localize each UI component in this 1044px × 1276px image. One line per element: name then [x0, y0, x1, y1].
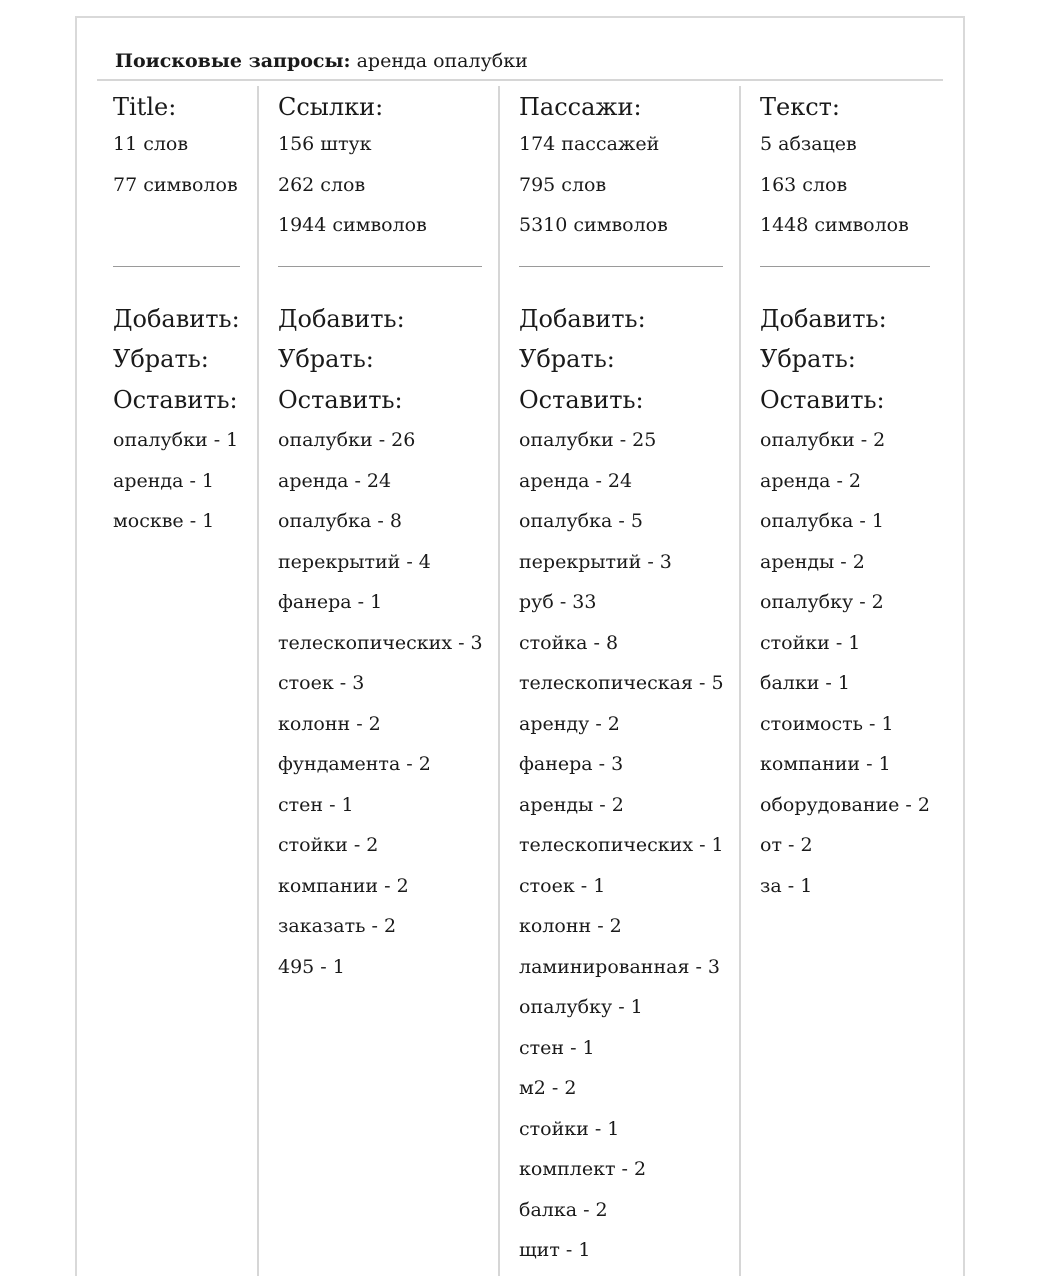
word-item: опалубки - 26 — [278, 429, 416, 451]
word-item: балка - 2 — [519, 1198, 608, 1221]
word-item: стойки - 2 — [278, 834, 379, 856]
word-item: перекрытий - 4 — [278, 550, 431, 573]
word-item: стоек - 1 — [519, 874, 606, 897]
word-item: м2 - 2 — [519, 1077, 577, 1099]
word-item: стен - 1 — [278, 793, 354, 816]
remove-label: Убрать: — [519, 345, 615, 373]
word-item: опалубки - 25 — [519, 429, 657, 451]
stat-chars: 1448 символов — [760, 214, 909, 236]
column-stats — [113, 124, 240, 246]
keep-label: Оставить: — [113, 385, 238, 414]
stat-words: 262 слов — [278, 173, 366, 196]
stat-words: 163 слов — [760, 173, 848, 196]
column-title: Текст: — [760, 93, 841, 121]
word-item: аренда - 24 — [519, 469, 633, 492]
word-list — [519, 420, 724, 1271]
remove-label: Убрать: — [278, 345, 374, 373]
word-item: стойка - 8 — [519, 631, 619, 654]
word-item: аренды - 2 — [760, 550, 865, 573]
word-item: телескопическая - 5 — [519, 672, 724, 694]
word-item: фанера - 3 — [519, 753, 624, 775]
word-item: опалубки - 2 — [760, 429, 886, 451]
word-item: оборудование - 2 — [760, 793, 930, 816]
passages-column — [519, 90, 724, 1271]
stat-extra — [113, 205, 240, 246]
word-item: стен - 1 — [519, 1036, 595, 1059]
column-divider — [498, 86, 500, 1276]
column-title: Title: — [113, 93, 177, 121]
add-label: Добавить: — [278, 304, 405, 333]
word-list — [113, 420, 240, 542]
word-item: заказать - 2 — [278, 915, 397, 937]
word-item: телескопических - 3 — [278, 631, 483, 654]
header-divider — [97, 79, 943, 81]
stat-chars: 77 символов — [113, 173, 238, 196]
stat-paragraphs: 5 абзацев — [760, 133, 857, 155]
column-stats — [760, 124, 930, 246]
column-divider — [257, 86, 259, 1276]
word-item: комплект - 2 — [519, 1158, 647, 1180]
word-item: компании - 2 — [278, 874, 409, 897]
add-label: Добавить: — [519, 304, 646, 333]
stat-words: 11 слов — [113, 133, 189, 155]
search-queries-value: аренда опалубки — [356, 50, 528, 72]
word-item: колонн - 2 — [519, 915, 622, 937]
word-item: 495 - 1 — [278, 955, 345, 978]
title-column — [113, 90, 240, 542]
word-item: аренды - 2 — [519, 793, 624, 816]
keep-label: Оставить: — [278, 385, 403, 414]
word-item: аренда - 24 — [278, 469, 392, 492]
word-item: опалубка - 8 — [278, 510, 402, 532]
word-item: опалубку - 2 — [760, 591, 884, 613]
stat-chars: 1944 символов — [278, 214, 427, 236]
word-item: опалубка - 1 — [760, 510, 884, 532]
stat-words: 795 слов — [519, 173, 607, 196]
word-list — [760, 420, 930, 906]
section-divider — [278, 266, 482, 267]
keep-label: Оставить: — [760, 385, 885, 414]
stat-chars: 5310 символов — [519, 214, 668, 236]
search-queries-line — [115, 50, 528, 72]
word-item: колонн - 2 — [278, 712, 381, 735]
stat-count: 156 штук — [278, 133, 372, 155]
word-item: стойки - 1 — [519, 1117, 620, 1140]
word-item: за - 1 — [760, 874, 813, 897]
stat-count: 174 пассажей — [519, 133, 660, 155]
column-stats — [519, 124, 724, 246]
column-divider — [739, 86, 741, 1276]
word-item: телескопических - 1 — [519, 834, 724, 856]
word-item: стоек - 3 — [278, 672, 365, 694]
word-item: щит - 1 — [519, 1239, 591, 1261]
add-label: Добавить: — [760, 304, 887, 333]
word-item: аренда - 1 — [113, 469, 215, 492]
section-divider — [113, 266, 240, 267]
word-item: аренда - 2 — [760, 469, 862, 492]
word-item: фундамента - 2 — [278, 753, 431, 775]
word-item: руб - 33 — [519, 591, 597, 613]
search-queries-label: Поисковые запросы: — [115, 50, 351, 72]
word-item: фанера - 1 — [278, 591, 383, 613]
column-title: Ссылки: — [278, 93, 384, 121]
word-item: стойки - 1 — [760, 631, 861, 654]
links-column — [278, 90, 483, 987]
add-label: Добавить: — [113, 304, 240, 333]
word-item: балки - 1 — [760, 672, 850, 694]
keep-label: Оставить: — [519, 385, 644, 414]
word-item: москве - 1 — [113, 510, 215, 532]
text-column — [760, 90, 930, 906]
section-divider — [519, 266, 723, 267]
word-item: опалубки - 1 — [113, 429, 239, 451]
section-divider — [760, 266, 930, 267]
word-item: опалубка - 5 — [519, 510, 643, 532]
remove-label: Убрать: — [760, 345, 856, 373]
word-list — [278, 420, 483, 987]
word-item: стоимость - 1 — [760, 712, 894, 735]
remove-label: Убрать: — [113, 345, 209, 373]
word-item: от - 2 — [760, 834, 813, 856]
keyword-analysis-panel — [75, 16, 965, 1276]
column-title: Пассажи: — [519, 93, 642, 121]
word-item: опалубку - 1 — [519, 996, 643, 1018]
word-item: ламинированная - 3 — [519, 955, 721, 978]
word-item: компании - 1 — [760, 753, 891, 775]
column-stats — [278, 124, 483, 246]
word-item: перекрытий - 3 — [519, 550, 672, 573]
word-item: аренду - 2 — [519, 712, 620, 735]
